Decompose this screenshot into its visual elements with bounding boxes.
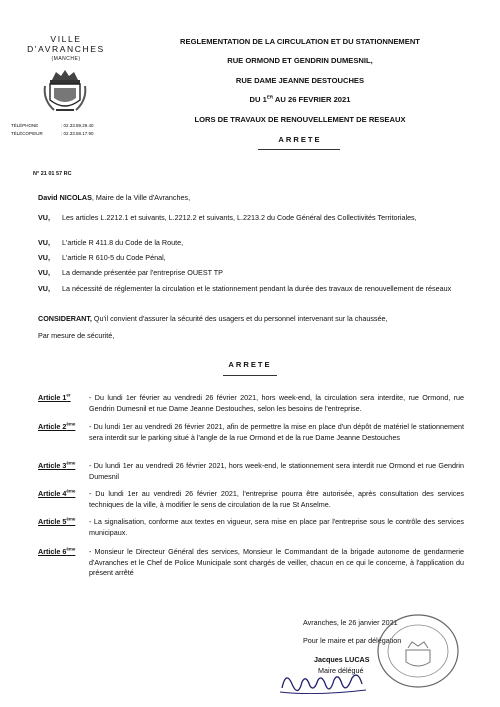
article-6-label-sup: ème — [66, 546, 76, 552]
town-coat-of-arms — [42, 66, 88, 116]
title-line-4 — [135, 95, 465, 104]
article-1-label-text: Article 1 — [38, 393, 67, 402]
arrete-center-heading: ARRETE — [228, 360, 272, 369]
article-4-label — [38, 489, 75, 498]
vu-item-3: L'article R 610-5 du Code Pénal, — [62, 253, 166, 262]
vu-item-5: La nécessité de réglementer la circulation et le stationnement pendant la durée des travaux de renouvellement de réseaux — [62, 284, 452, 293]
town-name: D'AVRANCHES — [27, 44, 105, 54]
vu-item-2: L'article R 411.8 du Code de la Route, — [62, 238, 184, 247]
header-divider — [258, 149, 340, 150]
telephone-line — [11, 122, 94, 130]
town-name-block — [22, 34, 110, 64]
article-5-text: - La signalisation, conforme aux textes en vigueur, sera mise en place par l'entreprise sous le contrôle des services municipaux. — [89, 517, 464, 537]
article-6-text: - Monsieur le Directeur Général des services, Monsieur le Commandant de la brigade autonome de gendarmerie d'Avranches et le Chef de Police Municipale sont chargés de veiller, chacun en ce qui le concerne, à l'application du présent arrêté — [89, 547, 464, 577]
article-1-label-sup: er — [66, 392, 71, 398]
article-5-label — [38, 517, 75, 526]
article-1-text: - Du lundi 1er février au vendredi 26 février 2021, hors week-end, la circulation sera interdite, rue Ormond, rue Gendrin Dumesnil et rue Dame Jeanne Destouches, selon les besoins de l'entreprise. — [89, 393, 464, 413]
title-line-3: RUE DAME JEANNE DESTOUCHES — [235, 76, 365, 85]
article-2-label-sup: ème — [66, 421, 76, 427]
town-label: VILLE — [50, 34, 82, 44]
reference-number: N° 21 01 57 RC — [33, 171, 72, 177]
article-2-label-text: Article 2 — [38, 422, 67, 431]
article-2-label — [38, 422, 75, 431]
article-5-label-sup: ème — [66, 516, 76, 522]
mayor-line — [38, 193, 190, 204]
vu-label-4: VU, — [38, 268, 50, 277]
vu-label-3: VU, — [38, 253, 50, 262]
article-4-label-text: Article 4 — [38, 489, 67, 498]
article-5-label-text: Article 5 — [38, 517, 67, 526]
vu-item-1: Les articles L.2212.1 et suivants, L.2212.2 et suivants, L.2213.2 du Code Général des Collectivités Territoriales, — [62, 213, 417, 222]
article-3-label-text: Article 3 — [38, 461, 67, 470]
vu-label-5: VU, — [38, 284, 50, 293]
signatory-name: Jacques LUCAS — [314, 655, 370, 664]
arrete-heading: ARRETE — [278, 135, 322, 144]
telephone-number: : 02.33.89.29.40 — [61, 123, 94, 128]
article-2-text: - Du lundi 1er au vendredi 26 février 2021, afin de permettre la mise en place d'un dépôt de matériel le stationnement sera interdit sur le parking situé à l'angle de la rue Ormond et de la rue Dame Jeanne Destouches — [89, 422, 464, 442]
mayor-name: David NICOLAS — [38, 193, 92, 202]
department-label: (MANCHE) — [51, 56, 81, 62]
vu-label-1: VU, — [38, 213, 50, 222]
article-3-text: - Du lundi 1er au vendredi 26 février 2021, hors week-end, le stationnement sera interdit rue Ormond et rue Gendrin Dumesnil — [89, 461, 464, 481]
article-4-text: - Du lundi 1er au vendredi 26 février 2021, l'entreprise pourra être autorisée, après consultation des services techniques de la ville, à modifier le sens de circulation de la rue St Anselme. — [89, 489, 464, 509]
title-line-5: LORS DE TRAVAUX DE RENOUVELLEMENT DE RESEAUX — [194, 115, 406, 124]
article-4-label-sup: ème — [66, 488, 76, 494]
handwritten-signature — [276, 666, 370, 700]
mesure-line: Par mesure de sécurité, — [38, 331, 115, 340]
considerant-label: CONSIDERANT, — [38, 314, 92, 323]
fax-label: TÉLÉCOPIEUR — [11, 131, 43, 136]
signature-date: Avranches, le 26 janvier 2021 — [303, 618, 398, 627]
article-6-label — [38, 547, 75, 556]
contact-block — [11, 122, 94, 138]
vu-item-4: La demande présentée par l'entreprise OUEST TP — [62, 268, 223, 277]
considerant-text: Qu'il convient d'assurer la sécurité des usagers et du personnel intervenant sur la chaussée, — [91, 314, 388, 323]
fax-number: : 02.33.58.17.90 — [61, 131, 94, 136]
title-line-1: REGLEMENTATION DE LA CIRCULATION ET DU STATIONNEMENT — [180, 37, 420, 46]
mayor-title: , Maire de la Ville d'Avranches, — [91, 193, 191, 202]
telephone-label: TÉLÉPHONE — [11, 123, 39, 128]
signatory-role: Maire délégué — [318, 666, 364, 675]
official-stamp — [372, 610, 464, 692]
considerant-line — [38, 314, 468, 325]
title-line-2: RUE ORMOND ET GENDRIN DUMESNIL, — [227, 56, 373, 65]
article-6-label-text: Article 6 — [38, 547, 67, 556]
title-date-start: DU 1 — [249, 95, 267, 104]
article-1-label — [38, 393, 71, 402]
article-3-label — [38, 461, 75, 470]
title-date-end: AU 26 FEVRIER 2021 — [273, 95, 351, 104]
vu-label-2: VU, — [38, 238, 50, 247]
title-date-sup: ER — [266, 94, 274, 100]
arrete-divider — [223, 375, 277, 376]
article-3-label-sup: ème — [66, 460, 76, 466]
signature-delegation: Pour le maire et par délégation — [303, 636, 402, 645]
fax-line — [11, 130, 94, 138]
